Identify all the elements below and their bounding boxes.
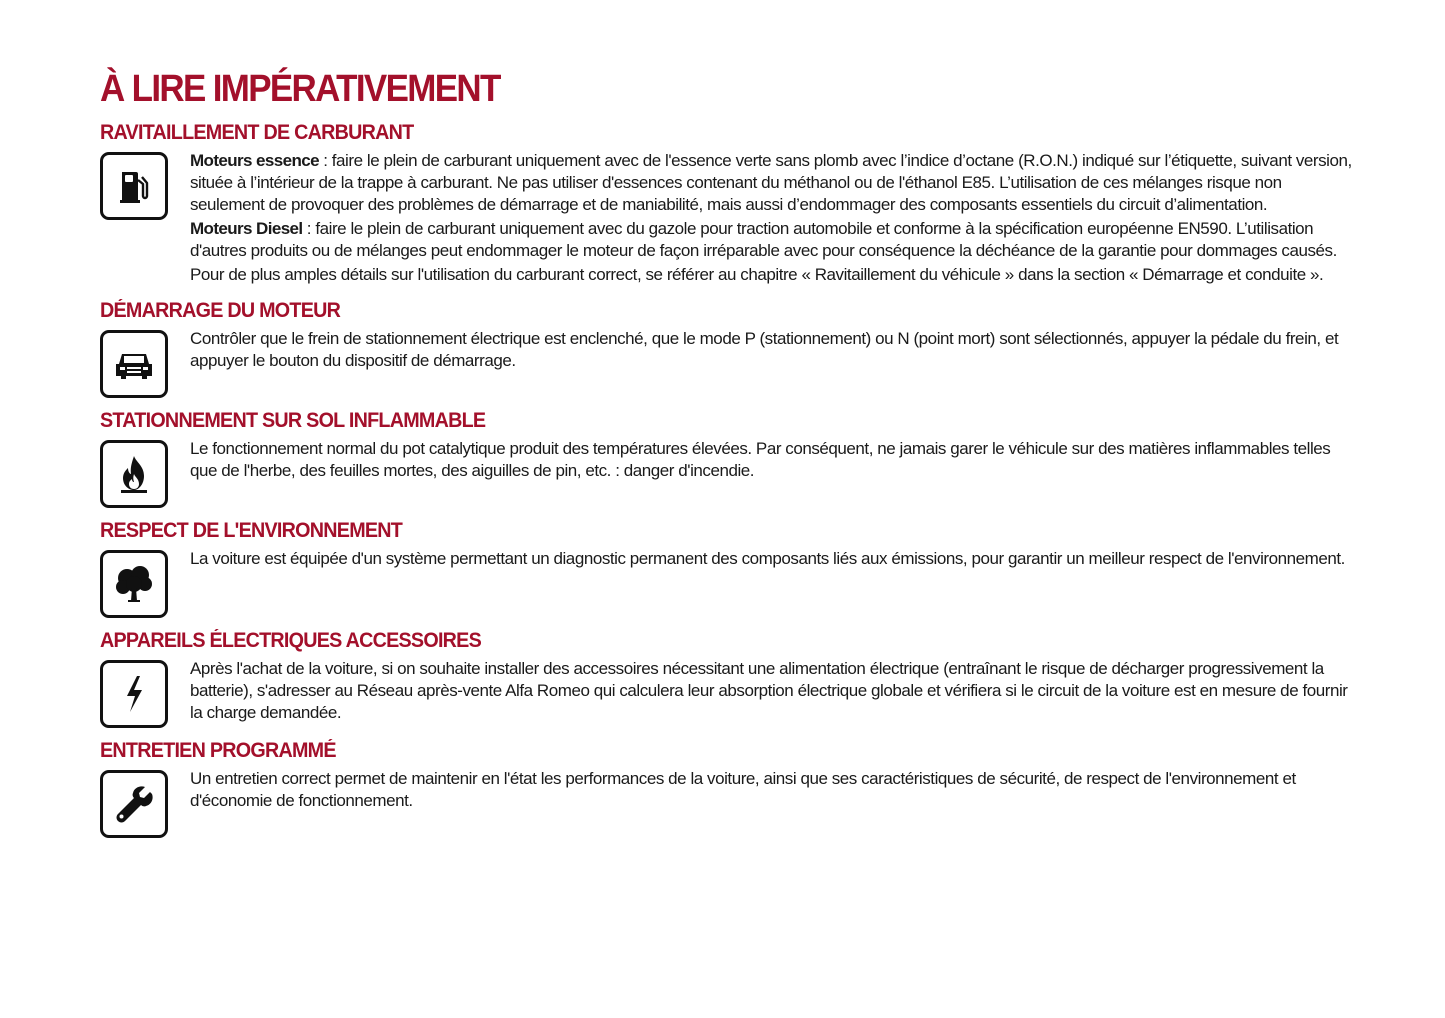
section-body	[190, 328, 1355, 374]
paragraph-petrol	[190, 150, 1355, 216]
section-body	[190, 548, 1355, 572]
section-body	[190, 658, 1355, 726]
paragraph-diesel	[190, 218, 1355, 262]
section-engine-start	[100, 298, 1355, 398]
section-heading: DÉMARRAGE DU MOTEUR	[100, 299, 341, 322]
section-heading: STATIONNEMENT SUR SOL INFLAMMABLE	[100, 409, 486, 432]
paragraph-details: Pour de plus amples détails sur l'utilisation du carburant correct, se référer au chapitre « Ravitaillement du véhicule » dans la section « Démarrage et conduite ».	[190, 265, 1324, 284]
section-body	[190, 438, 1355, 484]
section-heading: ENTRETIEN PROGRAMMÉ	[100, 739, 336, 762]
section-flammable	[100, 408, 1355, 508]
paragraph-text: : faire le plein de carburant uniquement avec du gazole pour traction automobile et conforme à la spécification européenne EN590. L’utilisation d'autres produits ou de mélanges peut endommager le moteur de façon irréparable avec pour conséquence la déchéance de la garantie pour dommages causés.	[190, 219, 1337, 260]
car-front-icon	[100, 330, 168, 398]
fuel-pump-icon	[100, 152, 168, 220]
paragraph-text: Contrôler que le frein de stationnement électrique est enclenché, que le mode P (stationnement) ou N (point mort) sont sélectionnés, appuyer la pédale du frein, et appuyer le bouton du dispositif de démarrage.	[190, 329, 1339, 370]
section-heading: RESPECT DE L'ENVIRONNEMENT	[100, 519, 403, 542]
document-page	[100, 66, 1355, 838]
lightning-bolt-icon	[100, 660, 168, 728]
paragraph-text: Après l'achat de la voiture, si on souhaite installer des accessoires nécessitant une alimentation électrique (entraînant le risque de décharger progressivement la batterie), s'adresser au Réseau après-vente Alfa Romeo qui calculera leur absorption électrique globale et vérifiera si le circuit de la voiture est en mesure de fournir la charge demandée.	[190, 659, 1348, 722]
tree-icon	[100, 550, 168, 618]
bold-label: Moteurs essence	[190, 151, 319, 170]
section-body	[190, 150, 1355, 288]
section-heading: RAVITAILLEMENT DE CARBURANT	[100, 121, 414, 144]
flame-icon	[100, 440, 168, 508]
section-maintenance	[100, 738, 1355, 838]
section-fuel	[100, 120, 1355, 288]
paragraph-text: La voiture est équipée d'un système permettant un diagnostic permanent des composants liés aux émissions, pour garantir un meilleur respect de l'environnement.	[190, 549, 1345, 568]
section-body	[190, 768, 1355, 814]
section-electrical	[100, 628, 1355, 728]
paragraph-text: : faire le plein de carburant uniquement avec de l'essence verte sans plomb avec l’indice d’octane (R.O.N.) indiqué sur l’étiquette, suivant version, située à l’intérieur de la trappe à carburant. Ne pas utiliser d'essences contenant du méthanol ou de l'éthanol E85. L’utilisation de ces mélanges risque non seulement de provoquer des problèmes de démarrage et de maniabilité, mais aussi d’endommager des composants essentiels du circuit d’alimentation.	[190, 151, 1352, 214]
paragraph-text: Un entretien correct permet de maintenir en l'état les performances de la voiture, ainsi que ses caractéristiques de sécurité, de respect de l'environnement et d'économie de fonctionnement.	[190, 769, 1296, 810]
section-heading: APPAREILS ÉLECTRIQUES ACCESSOIRES	[100, 629, 482, 652]
section-environment	[100, 518, 1355, 618]
page-title: À LIRE IMPÉRATIVEMENT	[100, 68, 500, 110]
wrench-icon	[100, 770, 168, 838]
bold-label: Moteurs Diesel	[190, 219, 303, 238]
paragraph-text: Le fonctionnement normal du pot catalytique produit des températures élevées. Par conséquent, ne jamais garer le véhicule sur des matières inflammables telles que de l'herbe, des feuilles mortes, des aiguilles de pin, etc. : danger d'incendie.	[190, 439, 1331, 480]
